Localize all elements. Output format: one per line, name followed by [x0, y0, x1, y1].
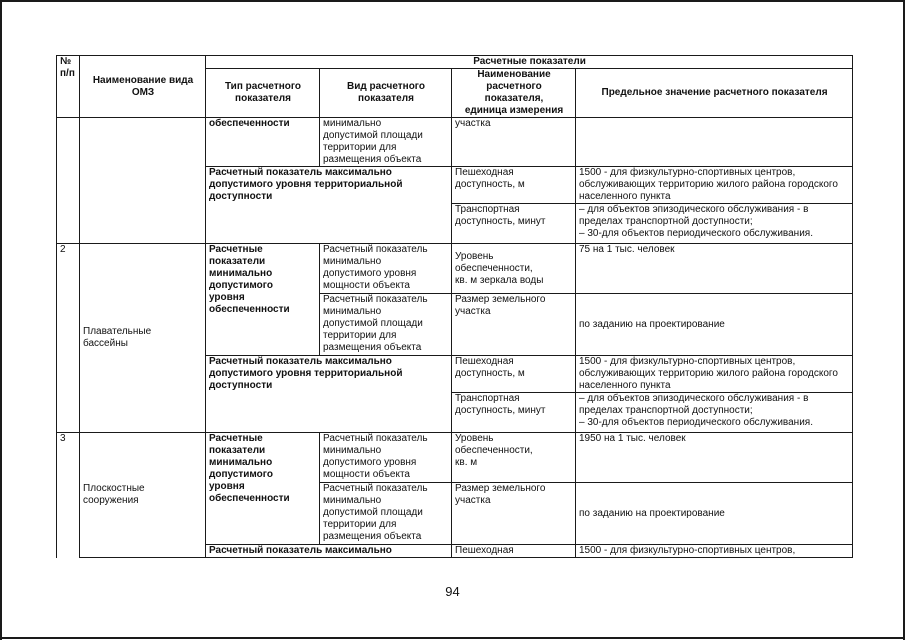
- limit-value: 1500 - для физкультурно-спортивных центров, обслуживающих территорию жилого района городского населенного пункта: [576, 167, 853, 204]
- header-indicator-unit: Наименование расчетного показателя, единица измерения: [452, 69, 576, 118]
- indicator-unit: Размер земельного участка: [452, 294, 576, 356]
- indicator-kind: минимально допустимой площади территории для размещения объекта: [320, 118, 452, 167]
- indicator-unit: Пешеходная доступность, м: [452, 356, 576, 393]
- indicator-unit: участка: [452, 118, 576, 167]
- page-number: 94: [445, 584, 460, 599]
- indicator-unit: Размер земельного участка: [452, 483, 576, 545]
- limit-value: по заданию на проектирование: [576, 483, 853, 545]
- indicator-unit: Транспортная доступность, минут: [452, 393, 576, 433]
- access-indicator-label: Расчетный показатель максимально допустимого уровня территориальной доступности: [206, 356, 452, 433]
- table-row: [57, 118, 853, 167]
- indicator-unit: Пешеходная: [452, 545, 576, 558]
- limit-value: 1950 на 1 тыс. человек: [576, 433, 853, 483]
- indicator-unit: Транспортная доступность, минут: [452, 204, 576, 244]
- access-indicator-label: Расчетный показатель максимально: [206, 545, 452, 558]
- indicator-kind: Расчетный показатель минимально допустимой площади территории для размещения объекта: [320, 294, 452, 356]
- header-indicator-kind: Вид расчетного показателя: [320, 69, 452, 118]
- header-indicators-group: Расчетные показатели: [206, 56, 853, 69]
- indicator-kind: Расчетный показатель минимально допустимого уровня мощности объекта: [320, 433, 452, 483]
- indicator-kind: Расчетный показатель минимально допустимой площади территории для размещения объекта: [320, 483, 452, 545]
- limit-value: по заданию на проектирование: [576, 294, 853, 356]
- header-number: № п/п: [57, 56, 80, 118]
- table-row: [57, 244, 853, 294]
- limit-value: 75 на 1 тыс. человек: [576, 244, 853, 294]
- table-row: [57, 433, 853, 483]
- header-indicator-type: Тип расчетного показателя: [206, 69, 320, 118]
- indicator-unit: Уровень обеспеченности, кв. м зеркала воды: [452, 244, 576, 294]
- limit-value: – для объектов эпизодического обслуживания - в пределах транспортной доступности; – 30-для объектов периодического обслуживания.: [576, 393, 853, 433]
- omz-name: Плоскостные сооружения: [80, 433, 206, 558]
- indicators-table: [56, 55, 853, 558]
- omz-name: Плавательные бассейны: [80, 244, 206, 433]
- indicator-type: Расчетные показатели минимально допустимого уровня обеспеченности: [206, 433, 320, 545]
- header-omz-name: Наименование вида ОМЗ: [80, 56, 206, 118]
- access-indicator-label: Расчетный показатель максимально допустимого уровня территориальной доступности: [206, 167, 452, 244]
- header-limit-value: Предельное значение расчетного показателя: [576, 69, 853, 118]
- indicator-unit: Пешеходная доступность, м: [452, 167, 576, 204]
- indicator-type: Расчетные показатели минимально допустимого уровня обеспеченности: [206, 244, 320, 356]
- row-number: 2: [57, 244, 80, 433]
- limit-value: – для объектов эпизодического обслуживания - в пределах транспортной доступности; – 30-для объектов периодического обслуживания.: [576, 204, 853, 244]
- omz-name: [80, 118, 206, 244]
- row-number: 3: [57, 433, 80, 558]
- scan-border-left: [0, 0, 2, 640]
- row-number: [57, 118, 80, 244]
- indicator-kind: Расчетный показатель минимально допустимого уровня мощности объекта: [320, 244, 452, 294]
- limit-value: [576, 118, 853, 167]
- scan-border-top: [0, 0, 905, 2]
- limit-value: 1500 - для физкультурно-спортивных центров,: [576, 545, 853, 558]
- limit-value: 1500 - для физкультурно-спортивных центров, обслуживающих территорию жилого района городского населенного пункта: [576, 356, 853, 393]
- indicator-unit: Уровень обеспеченности, кв. м: [452, 433, 576, 483]
- scan-border-bottom: [0, 637, 905, 639]
- indicator-type: обеспеченности: [206, 118, 320, 167]
